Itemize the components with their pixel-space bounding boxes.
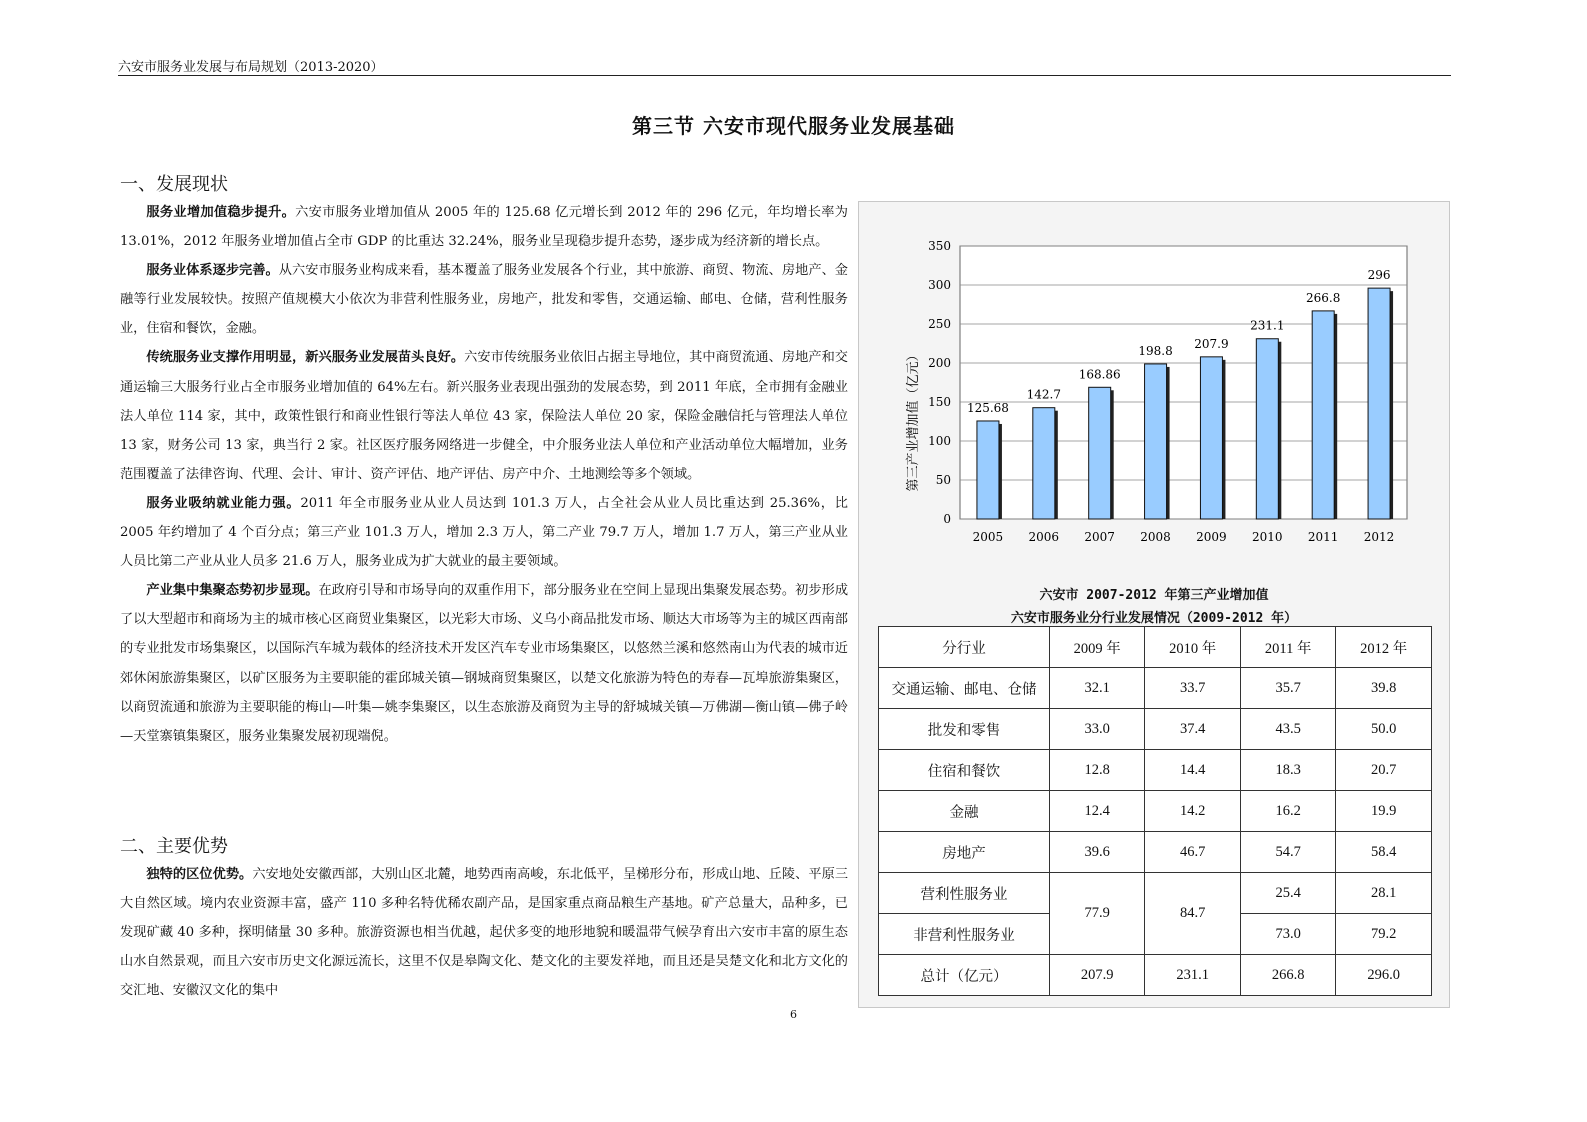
data-label: 266.8 xyxy=(1306,290,1341,305)
bar xyxy=(1256,339,1278,519)
table-cell: 19.9 xyxy=(1336,791,1432,832)
bar xyxy=(1368,288,1390,519)
table-cell: 金融 xyxy=(879,791,1050,832)
table-cell: 房地产 xyxy=(879,832,1050,873)
bar xyxy=(977,421,999,519)
table-title: 六安市服务业分行业发展情况（2009-2012 年） xyxy=(1010,611,1298,626)
table-row xyxy=(879,791,1432,832)
paragraph-text: 在政府引导和市场导向的双重作用下，部分服务业在空间上显现出集聚发展态势。初步形成了以大型超市和商场为主的城市核心区商贸业集聚区，以光彩大市场、义乌小商品批发市场、顺达大市场等为主的城区西南部的专业批发市场集聚区，以国际汽车城为载体的经济技术开发区汽车专业市场集聚区，以悠然兰溪和悠然南山为代表的城市近郊休闲旅游集聚区，以矿区服务为主要职能的霍邱城关镇—钢城商贸集聚区，以楚文化旅游为特色的寿春—瓦埠旅游集聚区，以商贸流通和旅游为主要职能的梅山—叶集—姚李集聚区，以生态旅游及商贸为主导的舒城城关镇—万佛湖—衡山镇—佛子岭—天堂寨镇集聚区，服务业集聚发展初现端倪。 xyxy=(120,583,849,744)
table-cell: 12.8 xyxy=(1049,750,1145,791)
y-tick-label: 150 xyxy=(928,395,951,409)
table-cell: 25.4 xyxy=(1240,873,1336,914)
table-row xyxy=(879,709,1432,750)
heading-main-advantages: 二、主要优势 xyxy=(120,836,228,857)
table-cell: 18.3 xyxy=(1240,750,1336,791)
chart-title: 六安市 2007-2012 年第三产业增加值 xyxy=(1039,588,1269,603)
x-tick-label: 2008 xyxy=(1140,530,1171,544)
y-tick-label: 350 xyxy=(928,239,951,253)
running-header: 六安市服务业发展与布局规划（2013-2020） xyxy=(118,60,384,75)
bar xyxy=(1033,408,1055,519)
x-tick-label: 2005 xyxy=(972,530,1004,544)
table-row xyxy=(879,668,1432,709)
paragraph xyxy=(120,256,848,343)
table-cell: 43.5 xyxy=(1240,709,1336,750)
x-tick-label: 2009 xyxy=(1196,530,1227,544)
paragraph-text: 六安市服务业增加值从 2005 年的 125.68 亿元增长到 2012 年的 296 亿元，年均增长率为 13.01%，2012 年服务业增加值占全市 GDP 的比重达 32.24%，服务业呈现稳步提升态势，逐步成为经济新的增长点。 xyxy=(120,205,848,250)
table-total-row xyxy=(879,955,1432,996)
paragraph xyxy=(120,343,848,488)
section-title: 第三节 六安市现代服务业发展基础 xyxy=(632,114,955,138)
data-label: 207.9 xyxy=(1194,336,1229,351)
paragraph-lead: 传统服务业支撑作用明显，新兴服务业发展苗头良好。 xyxy=(146,350,465,366)
table-cell: 33.0 xyxy=(1049,709,1145,750)
paragraph-text: 六安市传统服务业依旧占据主导地位，其中商贸流通、房地产和交通运输三大服务行业占全市服务业增加值的 64%左右。新兴服务业表现出强劲的发展态势，到 2011 年底，全市拥有金融业法人单位 114 家，其中，政策性银行和商业性银行等法人单位 43 家，保险法人单位 20 家，保险金融信托与管理法人单位 13 家，财务公司 13 家，典当行 2 家。社区医疗服务网络进一步健全，中介服务业法人单位和产业活动单位大幅增加，业务范围覆盖了法律咨询、代理、会计、审计、资产评估、地产评估、房产中介、土地测绘等多个领域。 xyxy=(120,350,848,482)
table-cell: 50.0 xyxy=(1336,709,1432,750)
status-paragraphs xyxy=(120,198,848,751)
table-cell: 14.4 xyxy=(1145,750,1241,791)
paragraph-text: 2011 年全市服务业从业人员达到 101.3 万人，占全社会从业人员比重达到 25.36%，比 2005 年约增加了 4 个百分点；第三产业 101.3 万人，增加 2.3 万人，第二产业 79.7 万人，增加 1.7 万人，第三产业从业人员比第二产业从业人员多 21.6 万人，服务业成为扩大就业的最主要领域。 xyxy=(120,495,848,570)
table-row xyxy=(879,750,1432,791)
table-cell: 54.7 xyxy=(1240,832,1336,873)
table-cell: 33.7 xyxy=(1145,668,1241,709)
bar xyxy=(1089,387,1111,519)
heading-development-status: 一、发展现状 xyxy=(120,174,228,195)
paragraph-lead: 独特的区位优势。 xyxy=(146,867,253,882)
paragraph xyxy=(120,198,848,256)
data-label: 231.1 xyxy=(1250,318,1285,333)
paragraph xyxy=(120,576,848,751)
table-cell: 207.9 xyxy=(1049,955,1145,996)
industry-table xyxy=(878,626,1432,996)
table-cell: 营利性服务业 xyxy=(879,873,1050,914)
y-tick-label: 50 xyxy=(935,473,951,487)
x-tick-label: 2011 xyxy=(1307,530,1339,544)
table-cell: 非营利性服务业 xyxy=(879,914,1050,955)
table-header-row xyxy=(879,627,1432,668)
table-cell: 35.7 xyxy=(1240,668,1336,709)
bar xyxy=(1312,311,1334,519)
data-label: 296 xyxy=(1367,268,1391,283)
table-cell: 296.0 xyxy=(1336,955,1432,996)
table-cell: 住宿和餐饮 xyxy=(879,750,1050,791)
paragraph-text: 从六安市服务业构成来看，基本覆盖了服务业发展各个行业，其中旅游、商贸、物流、房地产、金融等行业发展较快。按照产值规模大小依次为非营利性服务业，房地产，批发和零售，交通运输、邮电、仓储，营利性服务业，住宿和餐饮，金融。 xyxy=(120,263,848,337)
table-cell: 16.2 xyxy=(1240,791,1336,832)
paragraph-text: 六安地处安徽西部，大别山区北麓，地势西南高峻，东北低平，呈梯形分布，形成山地、丘陵、平原三大自然区域。境内农业资源丰富，盛产 110 多种名特优稀农副产品，是国家重点商品粮生产基地。矿产总量大，品种多，已发现矿藏 40 多种，探明储量 30 多种。旅游资源也相当优越，起伏多变的地形地貌和暖温带气候孕育出六安市丰富的原生态山水自然景观，而且六安市历史文化源远流长，这里不仅是皋陶文化、楚文化的主要发祥地，而且还是吴楚文化和北方文化的交汇地、安徽汉文化的集中 xyxy=(120,867,849,999)
table-cell: 批发和零售 xyxy=(879,709,1050,750)
data-label: 125.68 xyxy=(966,400,1009,415)
paragraph-lead: 服务业体系逐步完善。 xyxy=(146,263,279,279)
paragraph-lead: 服务业吸纳就业能力强。 xyxy=(146,495,301,511)
table-cell: 266.8 xyxy=(1240,955,1336,996)
x-tick-label: 2012 xyxy=(1363,530,1395,544)
table-cell-merged: 77.9 xyxy=(1049,873,1145,955)
paragraph xyxy=(120,489,848,576)
advantage-paragraphs xyxy=(120,860,848,1005)
table-row xyxy=(879,832,1432,873)
x-tick-label: 2007 xyxy=(1084,530,1115,544)
y-tick-label: 300 xyxy=(928,278,951,292)
y-tick-label: 0 xyxy=(943,512,951,526)
table-cell: 20.7 xyxy=(1336,750,1432,791)
table-cell: 58.4 xyxy=(1336,832,1432,873)
x-tick-label: 2006 xyxy=(1028,530,1060,544)
paragraph-lead: 产业集中集聚态势初步显现。 xyxy=(146,583,319,599)
page-number: 6 xyxy=(790,1008,797,1021)
table-cell: 交通运输、邮电、仓储 xyxy=(879,668,1050,709)
plot-frame xyxy=(960,246,1407,519)
table-cell: 37.4 xyxy=(1145,709,1241,750)
bar-chart xyxy=(859,202,1449,582)
table-row xyxy=(879,873,1432,914)
y-axis-label: 第三产业增加值（亿元） xyxy=(906,348,921,492)
table-cell: 28.1 xyxy=(1336,873,1432,914)
table-cell: 39.6 xyxy=(1049,832,1145,873)
table-header-cell: 2009 年 xyxy=(1049,627,1145,668)
table-header-cell: 2010 年 xyxy=(1145,627,1241,668)
table-cell: 46.7 xyxy=(1145,832,1241,873)
x-tick-label: 2010 xyxy=(1252,530,1283,544)
table-cell: 231.1 xyxy=(1145,955,1241,996)
header-rule xyxy=(118,75,1451,76)
table-cell-merged: 84.7 xyxy=(1145,873,1241,955)
data-label: 198.8 xyxy=(1138,343,1173,358)
table-cell: 总计（亿元） xyxy=(879,955,1050,996)
table-header-cell: 2012 年 xyxy=(1336,627,1432,668)
paragraph-lead: 服务业增加值稳步提升。 xyxy=(146,205,296,220)
y-tick-label: 100 xyxy=(928,434,951,448)
y-tick-labels xyxy=(928,239,951,526)
data-label: 168.86 xyxy=(1078,367,1121,382)
table-cell: 39.8 xyxy=(1336,668,1432,709)
table-header-cell: 2011 年 xyxy=(1240,627,1336,668)
x-tick-labels xyxy=(973,530,1395,544)
bar xyxy=(1200,357,1222,519)
paragraph xyxy=(120,860,848,1005)
table-header-cell: 分行业 xyxy=(879,627,1050,668)
bar xyxy=(1145,364,1167,519)
y-tick-label: 250 xyxy=(928,317,951,331)
table-cell: 14.2 xyxy=(1145,791,1241,832)
table-cell: 12.4 xyxy=(1049,791,1145,832)
y-tick-label: 200 xyxy=(928,356,951,370)
figure-panel xyxy=(858,201,1450,1008)
table-cell: 32.1 xyxy=(1049,668,1145,709)
table-cell: 73.0 xyxy=(1240,914,1336,955)
data-label: 142.7 xyxy=(1026,387,1061,402)
table-cell: 79.2 xyxy=(1336,914,1432,955)
plot-area xyxy=(960,246,1407,519)
